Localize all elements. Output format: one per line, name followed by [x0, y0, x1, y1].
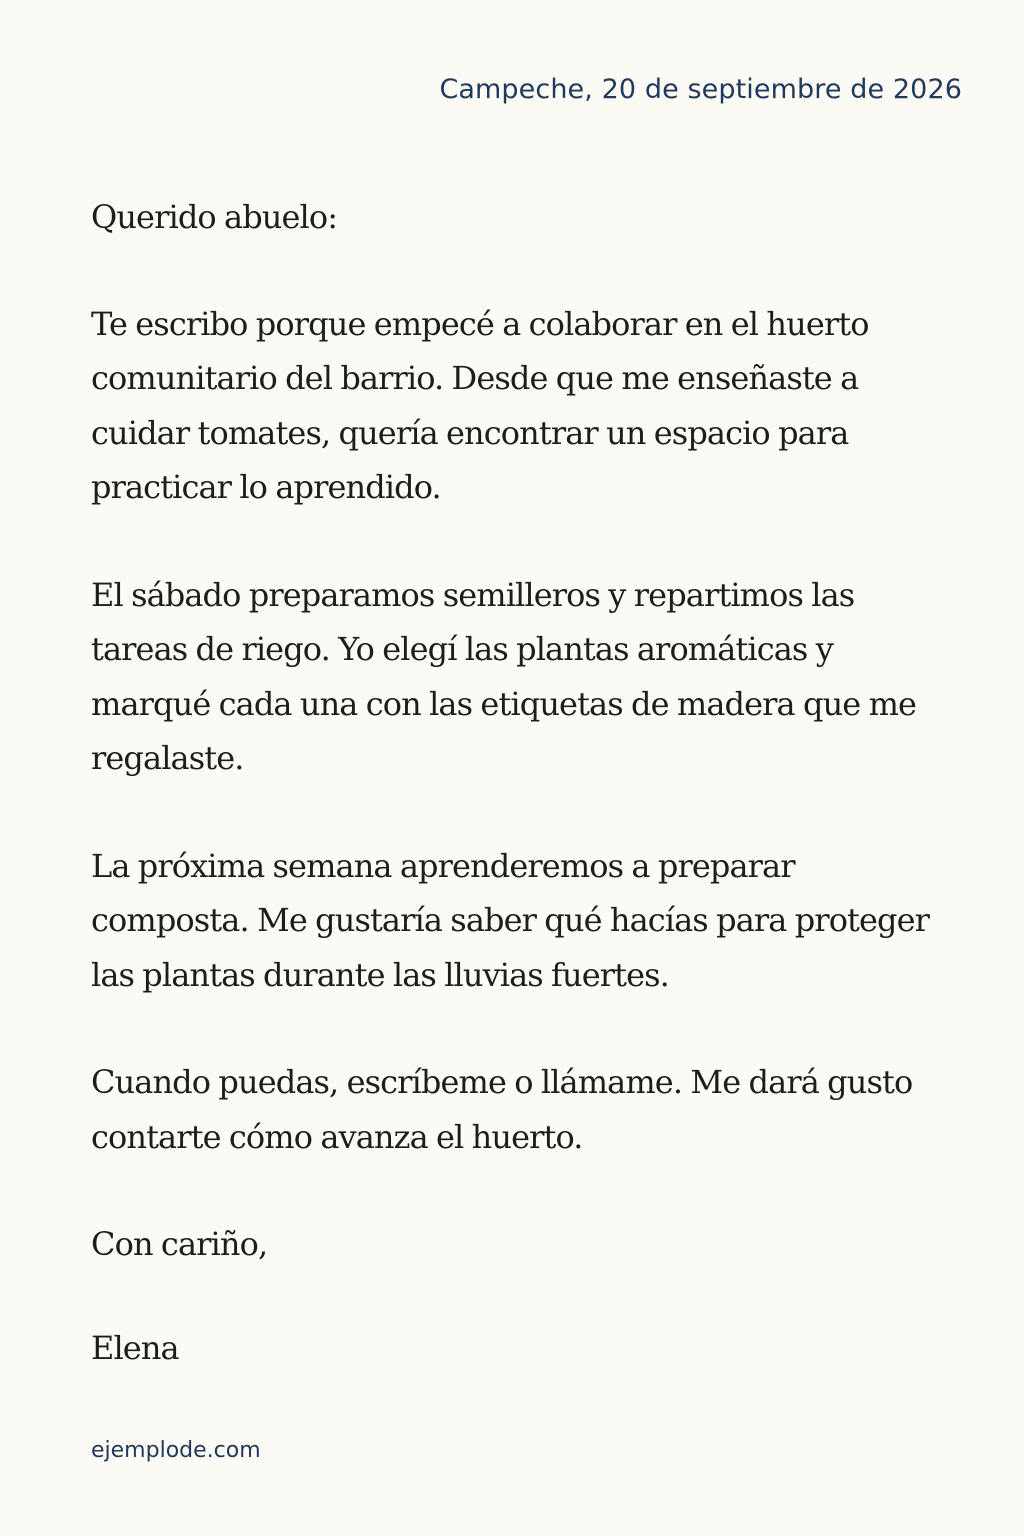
letter-closing: Con cariño, — [91, 1225, 268, 1263]
letter-signature: Elena — [91, 1328, 179, 1367]
letter-paragraph-3: La próxima semana aprenderemos a preparar composta. Me gustaría saber qué hacías para proteger las plantas durante las lluvias fuertes. — [91, 846, 930, 994]
letter-paragraph-2: El sábado preparamos semilleros y repartimos las tareas de riego. Yo elegí las plantas aromáticas y marqué cada una con las etiquetas de madera que me regalaste. — [91, 575, 917, 777]
letter-paragraph-1: Te escribo porque empecé a colaborar en el huerto comunitario del barrio. Desde que me enseñaste a cuidar tomates, quería encontrar un espacio para practicar lo aprendido. — [91, 304, 869, 506]
letter-date: Campeche, 20 de septiembre de 2026 — [439, 74, 962, 105]
letter-paragraph-4: Cuando puedas, escríbeme o llámame. Me dará gusto contarte cómo avanza el huerto. — [91, 1063, 913, 1156]
letter-body — [91, 190, 951, 1375]
footer-site: ejemplode.com — [91, 1438, 261, 1463]
letter-salutation: Querido abuelo: — [91, 198, 338, 236]
